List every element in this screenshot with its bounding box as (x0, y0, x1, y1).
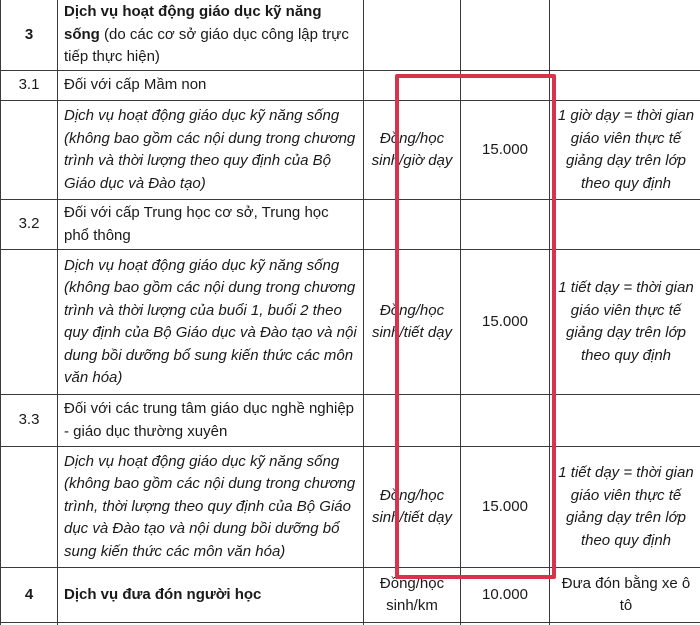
table-row (1, 250, 700, 395)
row-number: 3.3 (1, 395, 58, 447)
row-price (461, 0, 550, 71)
row-description-rest: (do các cơ sở giáo dục công lập trực tiếp thực hiện) (64, 25, 349, 66)
row-price: 15.000 (461, 447, 550, 568)
row-unit: Đồng/học sinh/giờ dạy (364, 101, 461, 200)
row-number (1, 250, 58, 395)
row-description: Dịch vụ hoạt động giáo dục kỹ năng sống (không bao gồm các nội dung trong chương trình và thời lượng của buổi 1, buổi 2 theo quy định của Bộ Giáo dục và Đào tạo và nội dung bồi dưỡng bổ sung kiến thức các môn văn hóa) (58, 250, 364, 395)
row-unit: Đồng/học sinh/tiết dạy (364, 250, 461, 395)
row-number: 4 (1, 568, 58, 623)
row-description (58, 0, 364, 71)
row-unit: Đồng/học sinh/km (364, 568, 461, 623)
row-price (461, 200, 550, 250)
row-note (550, 0, 700, 71)
table-row (1, 0, 700, 71)
row-note (550, 395, 700, 447)
row-description: Dịch vụ hoạt động giáo dục kỹ năng sống (không bao gồm các nội dung trong chương trình, thời lượng theo quy định của Bộ Giáo dục và Đào tạo và nội dung bồi dưỡng bổ sung kiến thức các môn văn hóa) (58, 447, 364, 568)
row-price (461, 395, 550, 447)
row-description: Đối với các trung tâm giáo dục nghề nghiệp - giáo dục thường xuyên (58, 395, 364, 447)
row-price: 10.000 (461, 568, 550, 623)
table-row (1, 71, 700, 101)
row-description: Đối với cấp Trung học cơ sở, Trung học phổ thông (58, 200, 364, 250)
table-row (1, 447, 700, 568)
row-unit (364, 71, 461, 101)
row-unit: Đồng/học sinh/tiết dạy (364, 447, 461, 568)
row-number: 3 (1, 0, 58, 71)
row-number (1, 447, 58, 568)
row-number (1, 101, 58, 200)
table-row (1, 200, 700, 250)
row-price: 15.000 (461, 250, 550, 395)
table-row (1, 395, 700, 447)
row-description: Dịch vụ đưa đón người học (58, 568, 364, 623)
row-description: Đối với cấp Mầm non (58, 71, 364, 101)
row-number: 3.1 (1, 71, 58, 101)
row-price: 15.000 (461, 101, 550, 200)
row-unit (364, 395, 461, 447)
row-unit (364, 200, 461, 250)
row-note: 1 giờ dạy = thời gian giáo viên thực tế giảng dạy trên lớp theo quy định (550, 101, 700, 200)
row-note: 1 tiết dạy = thời gian giáo viên thực tế giảng dạy trên lớp theo quy định (550, 250, 700, 395)
table-row (1, 101, 700, 200)
row-unit (364, 0, 461, 71)
row-note: Đưa đón bằng xe ô tô (550, 568, 700, 623)
table-row (1, 568, 700, 623)
row-description-bold: Dịch vụ hoạt động giáo dục kỹ năng sống (64, 3, 322, 43)
row-note (550, 71, 700, 101)
row-description: Dịch vụ hoạt động giáo dục kỹ năng sống (không bao gồm các nội dung trong chương trình và thời lượng theo quy định của Bộ Giáo dục và Đào tạo) (58, 101, 364, 200)
row-note: 1 tiết dạy = thời gian giáo viên thực tế giảng dạy trên lớp theo quy định (550, 447, 700, 568)
row-note (550, 200, 700, 250)
row-price (461, 71, 550, 101)
row-number: 3.2 (1, 200, 58, 250)
